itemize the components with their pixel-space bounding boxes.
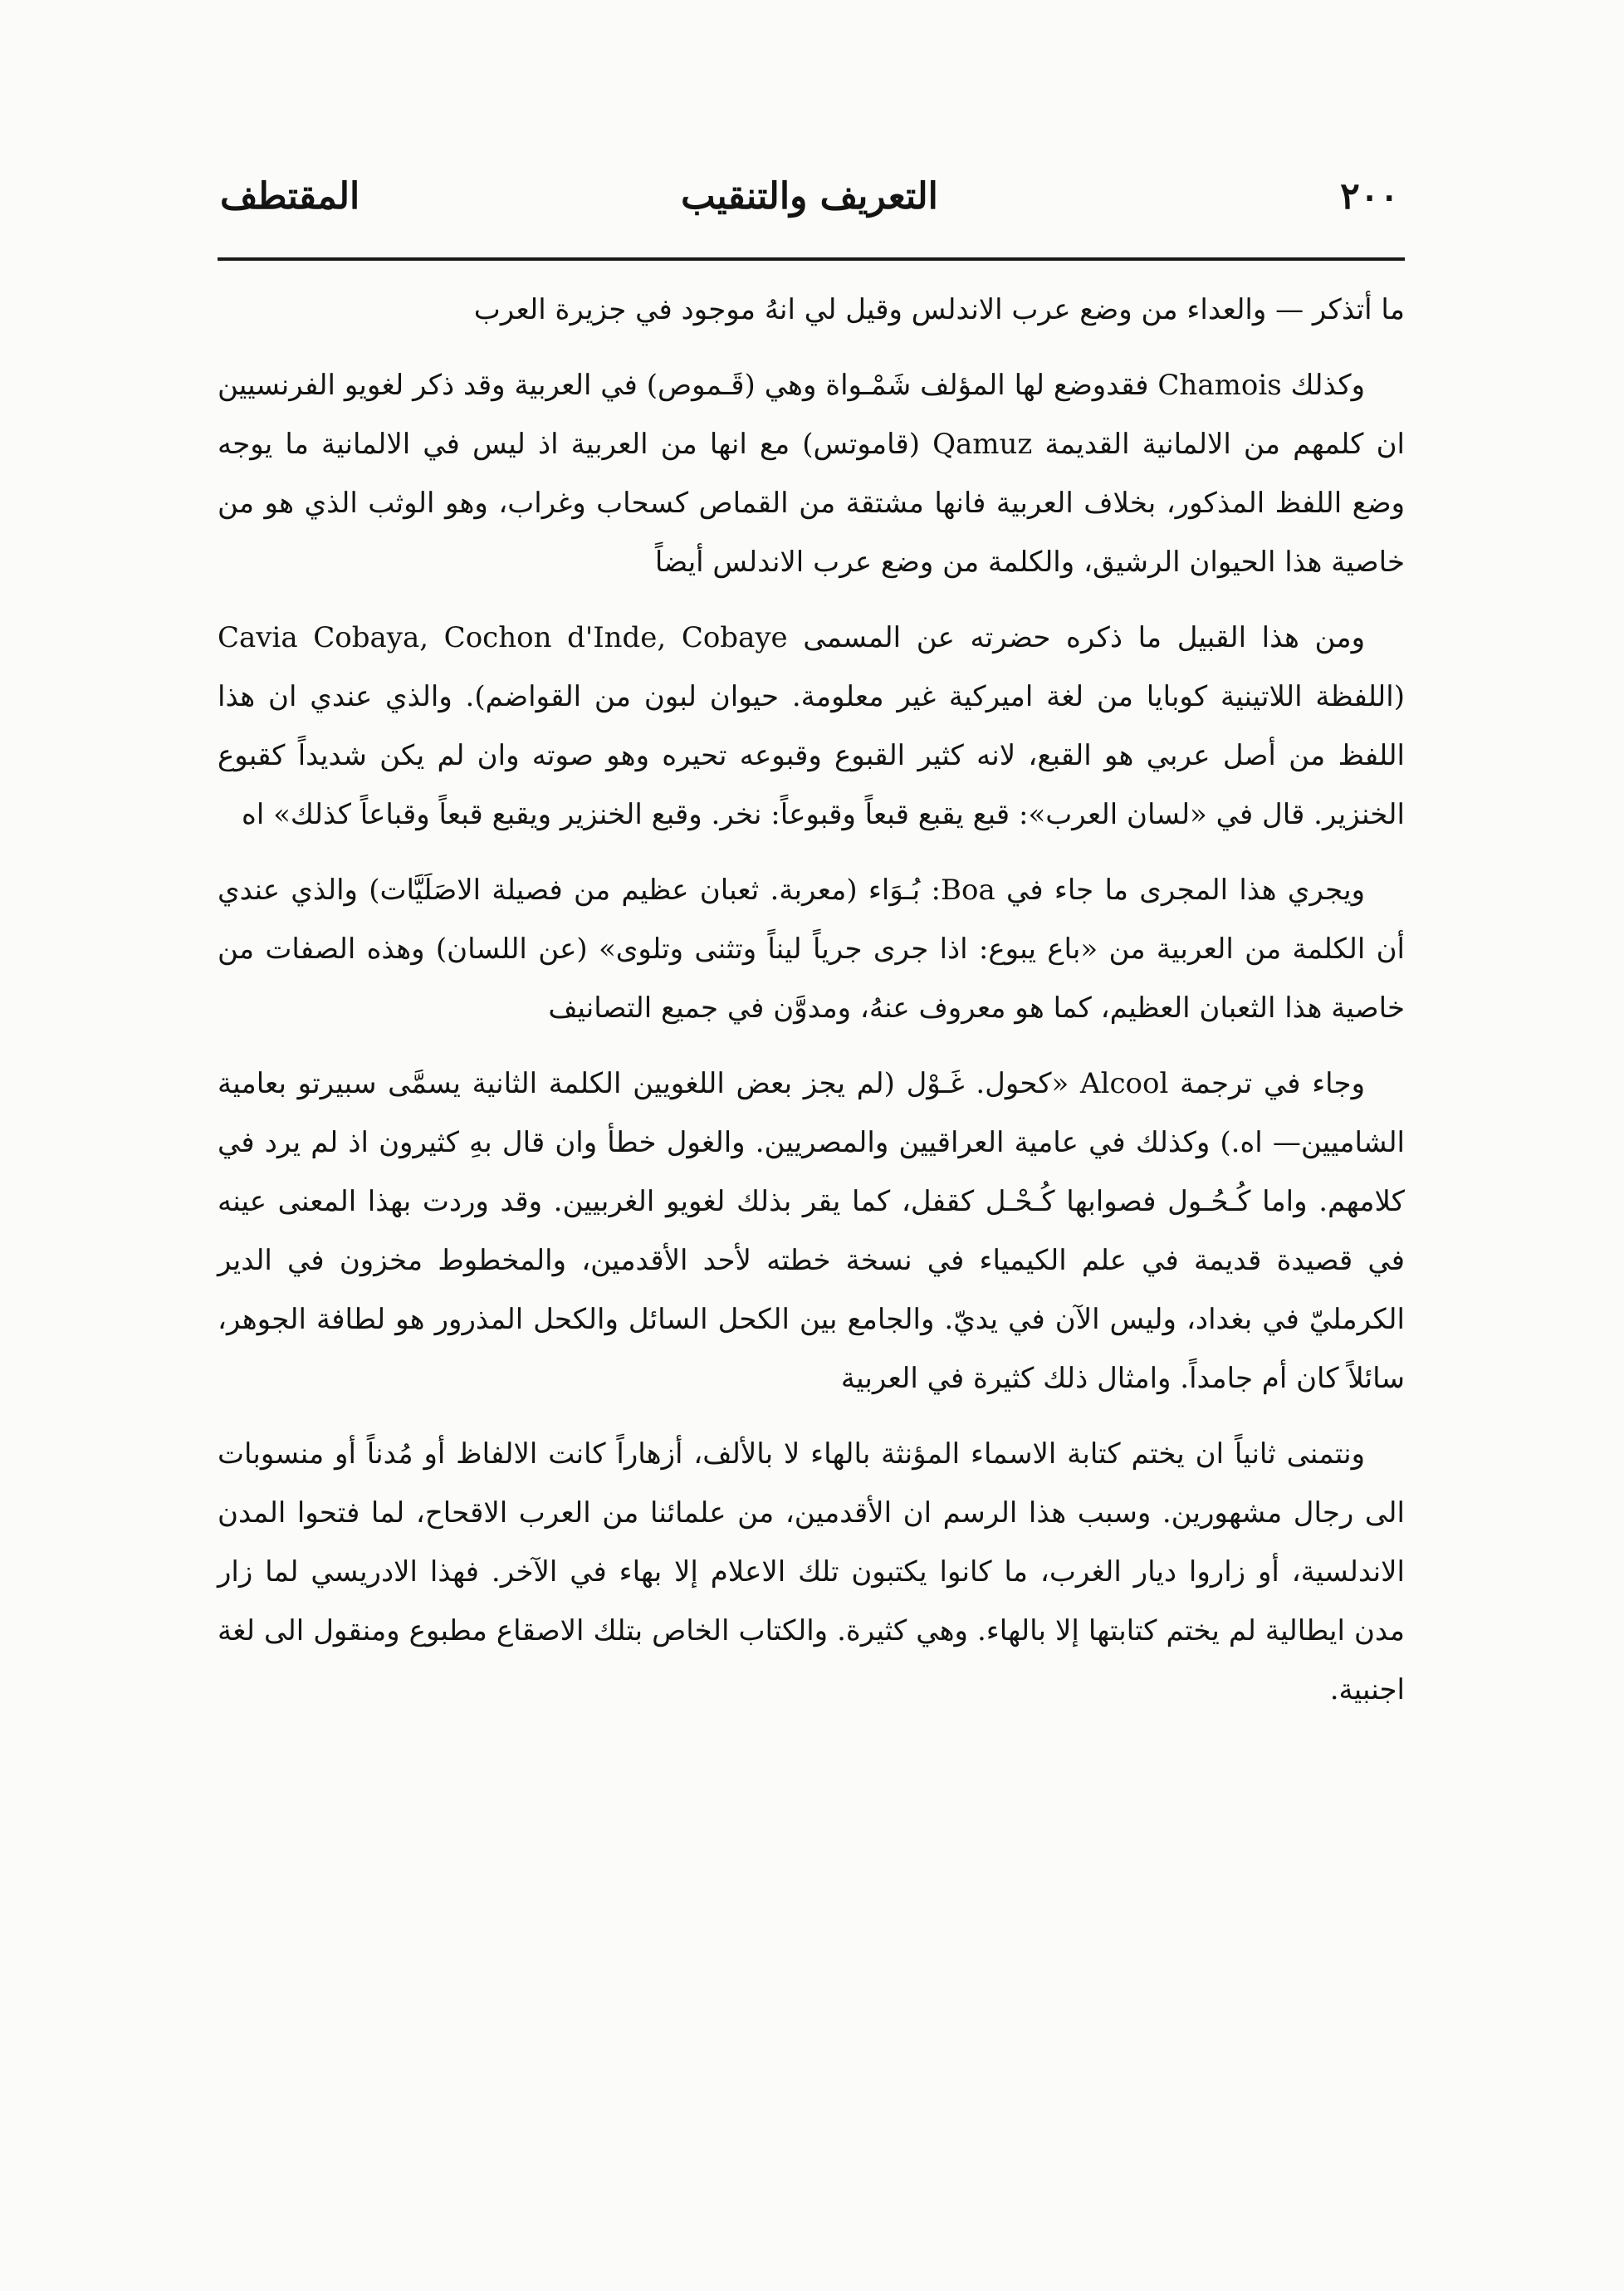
- journal-name: المقتطف: [220, 175, 360, 218]
- paragraph: وجاء في ترجمة Alcool «كحول. غَـوْل (لم يجز بعض اللغويين الكلمة الثانية يسمَّى سبيرتو بعامية الشاميين— اه.) وكذلك في عامية العراقيين والمصريين. والغول خطأ وان قال بهِ كثيرون اذ لم يرد في كلامهم. واما كُـحُـول فصوابها كُـحْـل كقفل، كما يقر بذلك لغويو الغربيين. وقد وردت بهذا المعنى عينه في قصيدة قديمة في علم الكيمياء في نسخة خطته لأحد الأقدمين، والمخطوط مخزون في الدير الكرمليّ في بغداد، وليس الآن في يديّ. والجامع بين الكحل السائل والكحل المذرور هو لطافة الجوهر، سائلاً كان أم جامداً. وامثال ذلك كثيرة في العربية: [218, 1067, 1405, 1395]
- paragraph: ويجري هذا المجرى ما جاء في Boa: بُـوَاء (معربة. ثعبان عظيم من فصيلة الاصَلَيَّات) والذي عندي أن الكلمة من العربية من «باع يبوع: اذا جرى جرياً ليناً وتثنى وتلوى» (عن اللسان) وهذه الصفات من خاصية هذا الثعبان العظيم، كما هو معروف عنهُ، ومدوَّن في جميع التصانيف: [218, 874, 1405, 1025]
- paragraph: وكذلك Chamois فقدوضع لها المؤلف شَمْـواة وهي (قَـموص) في العربية وقد ذكر لغويو الفرنسيين ان كلمهم من الالمانية القديمة Qamuz (قاموتس) مع انها من العربية اذ ليس في الالمانية ما يوجه وضع اللفظ المذكور، بخلاف العربية فانها مشتقة من القماص كسحاب وغراب، وهو الوثب الذي هو من خاصية هذا الحيوان الرشيق، والكلمة من وضع عرب الاندلس أيضاً: [218, 369, 1405, 579]
- header-rule: [218, 257, 1405, 261]
- running-head: [220, 170, 1399, 237]
- running-title: التعريف والتنقيب: [681, 175, 938, 218]
- paragraph: ومن هذا القبيل ما ذكره حضرته عن المسمى Cavia Cobaya, Cochon d'Inde, Cobaye (اللفظة اللاتينية كوبايا من لغة اميركية غير معلومة. حيوان لبون من القواضم). والذي عندي ان هذا اللفظ من أصل عربي هو القبع، لانه كثير القبوع وقبوعه تحيره وهو صوته وان لم يكن شديداً كقبوع الخنزير. قال في «لسان العرب»: قبع يقبع قبعاً وقبوعاً: نخر. وقبع الخنزير ويقبع قبعاً وقباعاً كذلك» اه: [218, 621, 1405, 831]
- article-body: [218, 281, 1405, 1736]
- paragraph: ونتمنى ثانياً ان يختم كتابة الاسماء المؤنثة بالهاء لا بالألف، أزهاراً كانت الالفاظ أو مُدناً أو منسوبات الى رجال مشهورين. وسبب هذا الرسم ان الأقدمين، من علمائنا من العرب الاقحاح، لما فتحوا المدن الاندلسية، أو زاروا ديار الغرب، ما كانوا يكتبون تلك الاعلام إلا بهاء في الآخر. فهذا الادريسي لما زار مدن ايطالية لم يختم كتابتها إلا بالهاء. وهي كثيرة. والكتاب الخاص بتلك الاصقاع مطبوع ومنقول الى لغة اجنبية.: [218, 1437, 1405, 1706]
- paragraph: ما أتذكر — والعداء من وضع عرب الاندلس وقيل لي انهُ موجود في جزيرة العرب: [473, 293, 1405, 326]
- page-number: ٢٠٠: [1340, 175, 1399, 218]
